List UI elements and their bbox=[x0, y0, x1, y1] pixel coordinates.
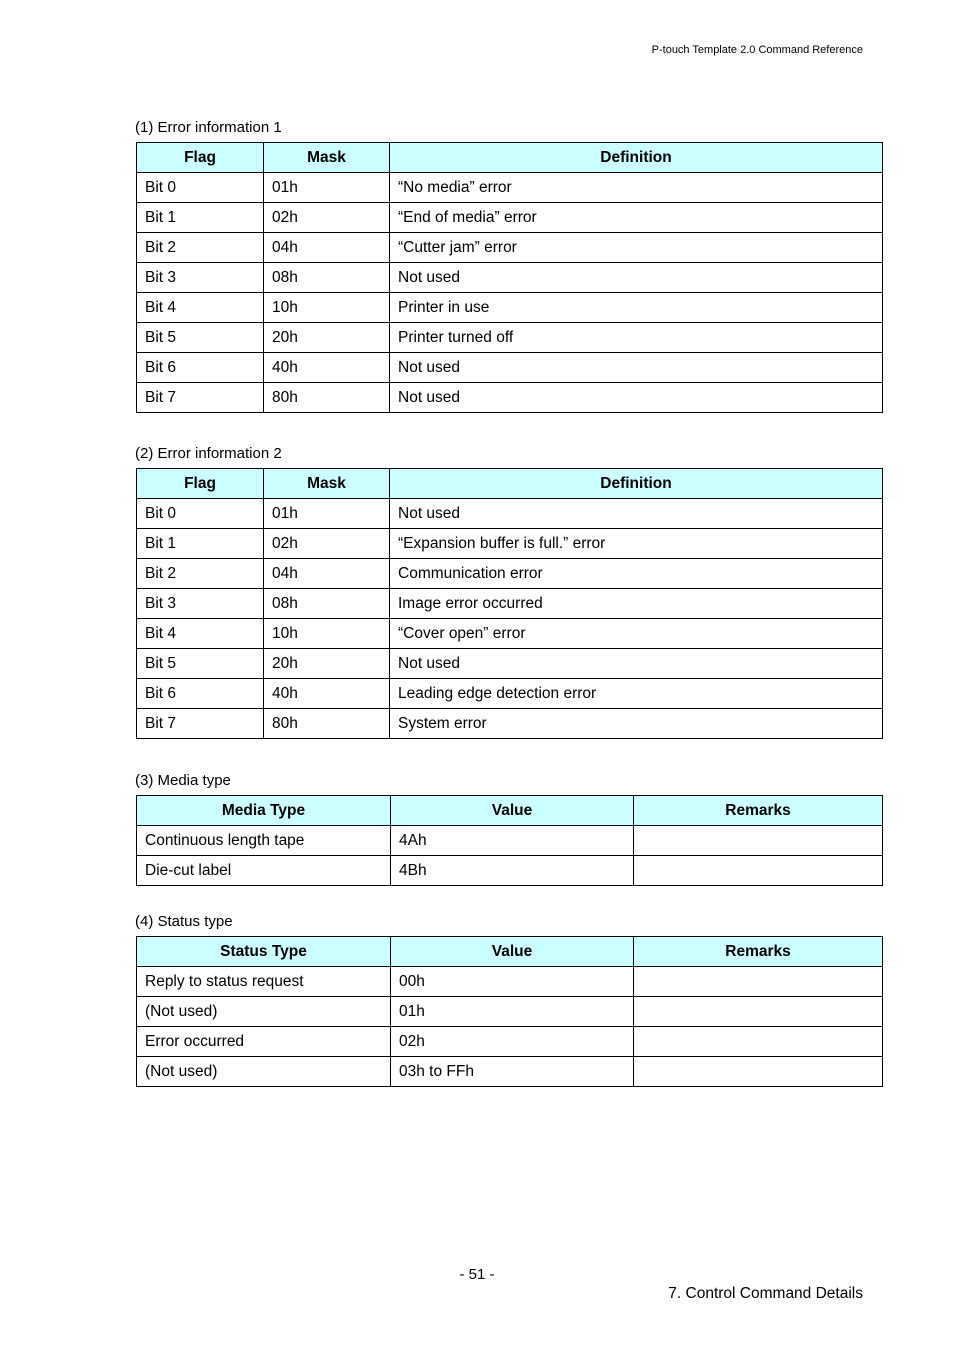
column-header: Definition bbox=[390, 469, 883, 499]
mask-cell: 20h bbox=[264, 649, 390, 679]
value-cell: 4Ah bbox=[391, 826, 634, 856]
mask-cell: 01h bbox=[264, 499, 390, 529]
status-type-cell: Reply to status request bbox=[137, 967, 391, 997]
definition-cell: Communication error bbox=[390, 559, 883, 589]
flag-cell: Bit 7 bbox=[137, 383, 264, 413]
status-type-cell: (Not used) bbox=[137, 997, 391, 1027]
mask-cell: 01h bbox=[264, 173, 390, 203]
table-row bbox=[137, 856, 883, 886]
column-header: Flag bbox=[137, 143, 264, 173]
mask-cell: 20h bbox=[264, 323, 390, 353]
table-row bbox=[137, 293, 883, 323]
table-row bbox=[137, 649, 883, 679]
page-header: P-touch Template 2.0 Command Reference bbox=[651, 44, 863, 56]
table-row bbox=[137, 499, 883, 529]
remarks-cell bbox=[634, 967, 883, 997]
section-caption-error-info-1: (1) Error information 1 bbox=[135, 119, 282, 136]
value-cell: 00h bbox=[391, 967, 634, 997]
flag-cell: Bit 7 bbox=[137, 709, 264, 739]
flag-cell: Bit 4 bbox=[137, 293, 264, 323]
media-type-cell: Die-cut label bbox=[137, 856, 391, 886]
table-row bbox=[137, 529, 883, 559]
media-type-cell: Continuous length tape bbox=[137, 826, 391, 856]
mask-cell: 40h bbox=[264, 679, 390, 709]
table-header-row bbox=[137, 796, 883, 826]
table-row bbox=[137, 1057, 883, 1087]
definition-cell: “Cutter jam” error bbox=[390, 233, 883, 263]
error-info-2-table bbox=[136, 468, 883, 739]
status-type-table bbox=[136, 936, 883, 1087]
column-header: Mask bbox=[264, 469, 390, 499]
flag-cell: Bit 0 bbox=[137, 173, 264, 203]
table-row bbox=[137, 263, 883, 293]
mask-cell: 02h bbox=[264, 529, 390, 559]
table-row bbox=[137, 353, 883, 383]
table-row bbox=[137, 233, 883, 263]
status-type-cell: (Not used) bbox=[137, 1057, 391, 1087]
flag-cell: Bit 5 bbox=[137, 323, 264, 353]
remarks-cell bbox=[634, 997, 883, 1027]
flag-cell: Bit 5 bbox=[137, 649, 264, 679]
table-header-row bbox=[137, 937, 883, 967]
value-cell: 4Bh bbox=[391, 856, 634, 886]
definition-cell: “Cover open” error bbox=[390, 619, 883, 649]
table-row bbox=[137, 323, 883, 353]
table-header-row bbox=[137, 143, 883, 173]
page-number: - 51 - bbox=[459, 1266, 495, 1283]
column-header: Value bbox=[391, 796, 634, 826]
mask-cell: 02h bbox=[264, 203, 390, 233]
flag-cell: Bit 3 bbox=[137, 589, 264, 619]
table-row bbox=[137, 679, 883, 709]
table-header-row bbox=[137, 469, 883, 499]
remarks-cell bbox=[634, 1057, 883, 1087]
flag-cell: Bit 1 bbox=[137, 203, 264, 233]
flag-cell: Bit 4 bbox=[137, 619, 264, 649]
table-row bbox=[137, 203, 883, 233]
definition-cell: Leading edge detection error bbox=[390, 679, 883, 709]
column-header: Media Type bbox=[137, 796, 391, 826]
media-type-table bbox=[136, 795, 883, 886]
column-header: Definition bbox=[390, 143, 883, 173]
remarks-cell bbox=[634, 856, 883, 886]
column-header: Value bbox=[391, 937, 634, 967]
section-caption-media-type: (3) Media type bbox=[135, 772, 231, 789]
remarks-cell bbox=[634, 1027, 883, 1057]
column-header: Status Type bbox=[137, 937, 391, 967]
remarks-cell bbox=[634, 826, 883, 856]
definition-cell: “End of media” error bbox=[390, 203, 883, 233]
table-row bbox=[137, 589, 883, 619]
mask-cell: 80h bbox=[264, 709, 390, 739]
mask-cell: 40h bbox=[264, 353, 390, 383]
flag-cell: Bit 1 bbox=[137, 529, 264, 559]
section-caption-status-type: (4) Status type bbox=[135, 913, 233, 930]
flag-cell: Bit 6 bbox=[137, 679, 264, 709]
definition-cell: System error bbox=[390, 709, 883, 739]
table-row bbox=[137, 826, 883, 856]
definition-cell: Printer in use bbox=[390, 293, 883, 323]
flag-cell: Bit 0 bbox=[137, 499, 264, 529]
column-header: Remarks bbox=[634, 937, 883, 967]
value-cell: 03h to FFh bbox=[391, 1057, 634, 1087]
value-cell: 01h bbox=[391, 997, 634, 1027]
flag-cell: Bit 3 bbox=[137, 263, 264, 293]
definition-cell: Image error occurred bbox=[390, 589, 883, 619]
section-caption-error-info-2: (2) Error information 2 bbox=[135, 445, 282, 462]
definition-cell: Not used bbox=[390, 383, 883, 413]
column-header: Mask bbox=[264, 143, 390, 173]
mask-cell: 10h bbox=[264, 619, 390, 649]
column-header: Remarks bbox=[634, 796, 883, 826]
flag-cell: Bit 2 bbox=[137, 233, 264, 263]
table-row bbox=[137, 559, 883, 589]
table-row bbox=[137, 997, 883, 1027]
definition-cell: Not used bbox=[390, 649, 883, 679]
definition-cell: “Expansion buffer is full.” error bbox=[390, 529, 883, 559]
table-row bbox=[137, 709, 883, 739]
table-row bbox=[137, 619, 883, 649]
definition-cell: “No media” error bbox=[390, 173, 883, 203]
mask-cell: 08h bbox=[264, 589, 390, 619]
error-info-1-table bbox=[136, 142, 883, 413]
table-row bbox=[137, 173, 883, 203]
footer-section-title: 7. Control Command Details bbox=[668, 1285, 863, 1302]
mask-cell: 04h bbox=[264, 233, 390, 263]
flag-cell: Bit 2 bbox=[137, 559, 264, 589]
column-header: Flag bbox=[137, 469, 264, 499]
table-row bbox=[137, 383, 883, 413]
definition-cell: Printer turned off bbox=[390, 323, 883, 353]
table-row bbox=[137, 1027, 883, 1057]
mask-cell: 10h bbox=[264, 293, 390, 323]
status-type-cell: Error occurred bbox=[137, 1027, 391, 1057]
definition-cell: Not used bbox=[390, 353, 883, 383]
definition-cell: Not used bbox=[390, 499, 883, 529]
table-row bbox=[137, 967, 883, 997]
definition-cell: Not used bbox=[390, 263, 883, 293]
mask-cell: 04h bbox=[264, 559, 390, 589]
value-cell: 02h bbox=[391, 1027, 634, 1057]
flag-cell: Bit 6 bbox=[137, 353, 264, 383]
mask-cell: 80h bbox=[264, 383, 390, 413]
mask-cell: 08h bbox=[264, 263, 390, 293]
